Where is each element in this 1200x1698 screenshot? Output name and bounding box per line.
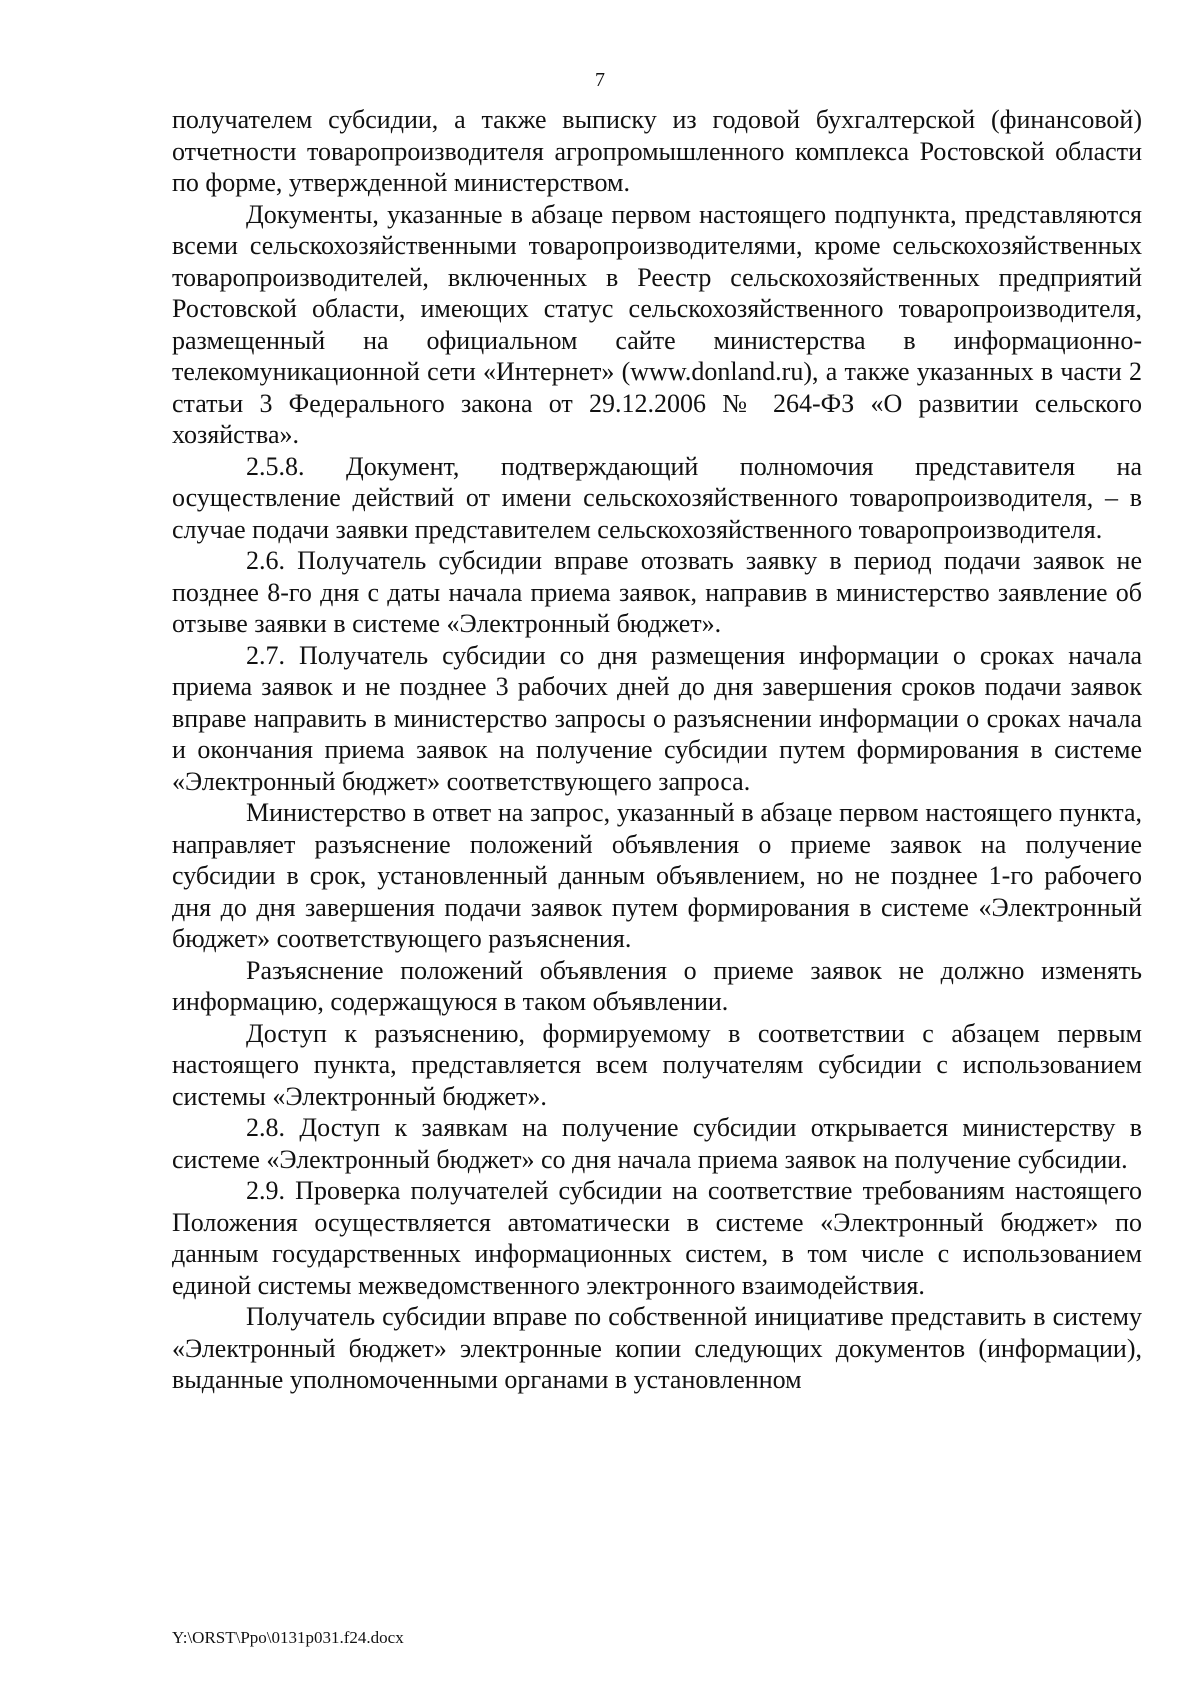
- paragraph: Документы, указанные в абзаце первом настоящего подпункта, представляются всеми сельскохозяйственными товаропроизводителями, кроме сельскохозяйственных товаропроизводителей, включенных в Реестр сельскохозяйственных предприятий Ростовской области, имеющих статус сельскохозяйственного товаропроизводителя, размещенный на официальном сайте министерства в информационно-телекомуникационной сети «Интернет» (www.donland.ru), а также указанных в части 2 статьи 3 Федерального закона от 29.12.2006 № 264-ФЗ «О развитии сельского хозяйства».: [172, 199, 1142, 449]
- paragraph: 2.7. Получатель субсидии со дня размещения информации о сроках начала приема заявок и не позднее 3 рабочих дней до дня завершения сроков подачи заявок вправе направить в министерство запросы о разъяснении информации о сроках начала и окончания приема заявок на получение субсидии путем формирования в системе «Электронный бюджет» соответствующего запроса.: [172, 640, 1142, 796]
- paragraph: 2.6. Получатель субсидии вправе отозвать заявку в период подачи заявок не позднее 8-го дня с даты начала приема заявок, направив в министерство заявление об отзыве заявки в системе «Электронный бюджет».: [172, 546, 1142, 638]
- footer-file-path: Y:\ORST\Ppo\0131p031.f24.docx: [172, 1628, 404, 1647]
- document-body: [172, 104, 1142, 1396]
- paragraph: Получатель субсидии вправе по собственной инициативе представить в систему «Электронный бюджет» электронные копии следующих документов (информации), выданные уполномоченными органами в установленном: [172, 1302, 1142, 1394]
- paragraph: получателем субсидии, а также выписку из годовой бухгалтерской (финансовой) отчетности товаропроизводителя агропромышленного комплекса Ростовской области по форме, утвержденной министерством.: [172, 105, 1142, 197]
- paragraph: 2.8. Доступ к заявкам на получение субсидии открывается министерству в системе «Электронный бюджет» со дня начала приема заявок на получение субсидии.: [172, 1113, 1142, 1174]
- paragraph: 2.5.8. Документ, подтверждающий полномочия представителя на осуществление действий от имени сельскохозяйственного товаропроизводителя, – в случае подачи заявки представителем сельскохозяйственного товаропроизводителя.: [172, 451, 1142, 544]
- paragraph: Министерство в ответ на запрос, указанный в абзаце первом настоящего пункта, направляет разъяснение положений объявления о приеме заявок на получение субсидии в срок, установленный данным объявлением, но не позднее 1-го рабочего дня до дня завершения подачи заявок путем формирования в системе «Электронный бюджет» соответствующего разъяснения.: [172, 798, 1142, 953]
- page-number: 7: [595, 69, 605, 91]
- paragraph: Доступ к разъяснению, формируемому в соответствии с абзацем первым настоящего пункта, представляется всем получателям субсидии с использованием системы «Электронный бюджет».: [172, 1018, 1142, 1111]
- paragraph: Разъяснение положений объявления о приеме заявок не должно изменять информацию, содержащуюся в таком объявлении.: [172, 955, 1142, 1016]
- paragraph: 2.9. Проверка получателей субсидии на соответствие требованиям настоящего Положения осуществляется автоматически в системе «Электронный бюджет» по данным государственных информационных систем, в том числе с использованием единой системы межведомственного электронного взаимодействия.: [172, 1176, 1142, 1300]
